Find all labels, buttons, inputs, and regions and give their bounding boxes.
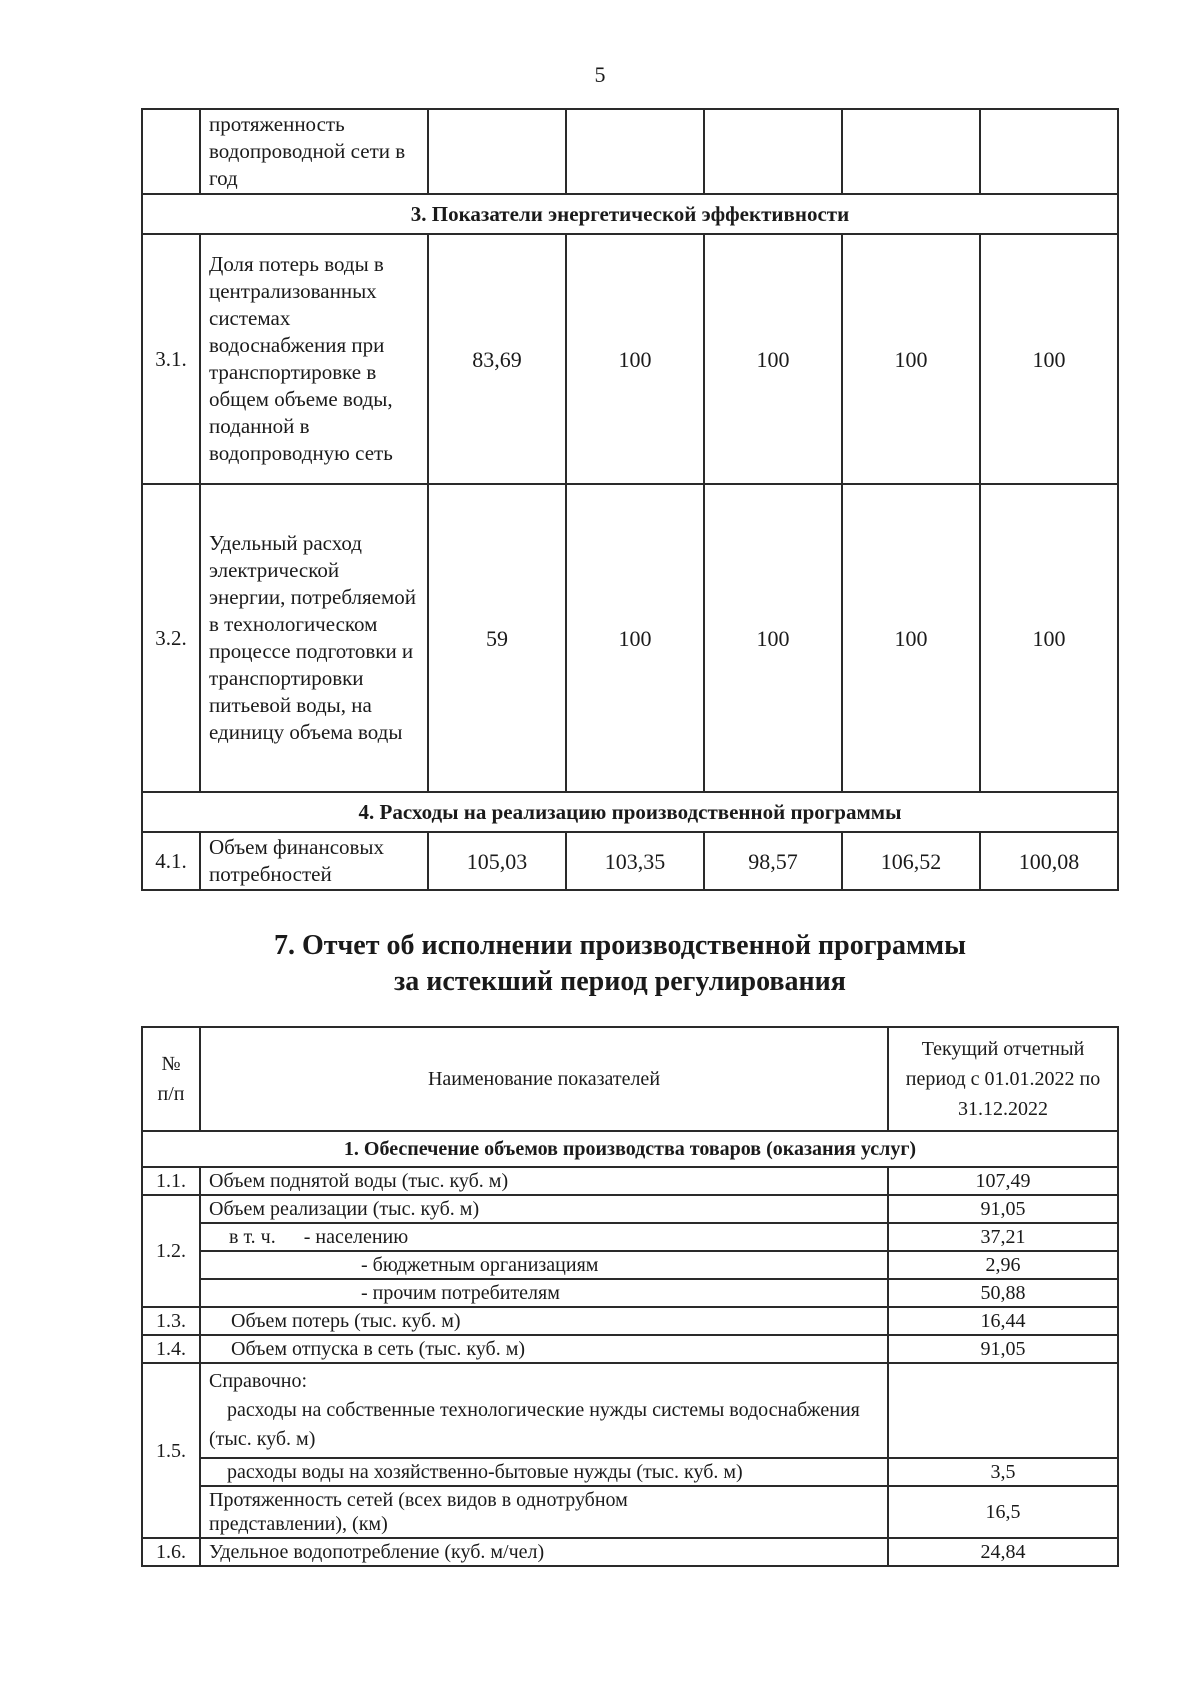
section-title: 4. Расходы на реализацию производственной программы <box>142 792 1118 832</box>
heading-line-2: за истекший период регулирования <box>394 966 846 997</box>
value-cell: 98,57 <box>704 832 842 890</box>
row-number: 1.4. <box>142 1335 200 1363</box>
indicator-name: Объем потерь (тыс. куб. м) <box>200 1307 888 1335</box>
indicator-name: протяженность водопроводной сети в год <box>200 109 428 194</box>
value-cell: 100 <box>842 234 980 484</box>
table-row <box>142 1167 1118 1195</box>
indicator-name: Объем поднятой воды (тыс. куб. м) <box>200 1167 888 1195</box>
sub-name: - населению <box>303 1226 409 1248</box>
value-cell: 50,88 <box>888 1279 1118 1307</box>
indicator-name: Объем реализации (тыс. куб. м) <box>200 1195 888 1223</box>
value-cell: 100 <box>980 234 1118 484</box>
value-cell: 100 <box>566 484 704 792</box>
row-number <box>142 109 200 194</box>
table-row <box>142 832 1118 890</box>
value-cell: 59 <box>428 484 566 792</box>
table-row <box>142 1363 1118 1458</box>
row-number: 1.1. <box>142 1167 200 1195</box>
section-row <box>142 194 1118 234</box>
indicator-name: расходы воды на хозяйственно-бытовые нужды (тыс. куб. м) <box>200 1458 888 1486</box>
page-number: 5 <box>594 62 606 87</box>
table-row <box>142 1335 1118 1363</box>
row-number: 3.2. <box>142 484 200 792</box>
indicator-name <box>200 1363 888 1458</box>
indicator-name: - прочим потребителям <box>200 1279 888 1307</box>
header-period: Текущий отчетный период с 01.01.2022 по 31.12.2022 <box>888 1027 1118 1131</box>
section-row <box>142 1131 1118 1167</box>
value-cell: 107,49 <box>888 1167 1118 1195</box>
section-row <box>142 792 1118 832</box>
value-cell <box>842 109 980 194</box>
value-cell: 100 <box>704 234 842 484</box>
value-cell: 37,21 <box>888 1223 1118 1251</box>
row-number: 1.2. <box>142 1195 200 1307</box>
value-cell: 16,44 <box>888 1307 1118 1335</box>
value-cell: 24,84 <box>888 1538 1118 1566</box>
value-cell: 103,35 <box>566 832 704 890</box>
report-table <box>141 1026 1119 1567</box>
header-row <box>142 1027 1118 1131</box>
value-cell: 100,08 <box>980 832 1118 890</box>
value-cell: 16,5 <box>888 1486 1118 1538</box>
value-cell: 100 <box>980 484 1118 792</box>
row-number: 3.1. <box>142 234 200 484</box>
value-cell <box>980 109 1118 194</box>
value-cell: 83,69 <box>428 234 566 484</box>
value-cell: 91,05 <box>888 1335 1118 1363</box>
table-row <box>142 1486 1118 1538</box>
indicator-name: - бюджетным организациям <box>200 1251 888 1279</box>
heading-line-1: 7. Отчет об исполнении производственной программы <box>273 930 966 961</box>
indicator-name: Удельное водопотребление (куб. м/чел) <box>200 1538 888 1566</box>
table-row <box>142 1307 1118 1335</box>
header-name: Наименование показателей <box>200 1027 888 1131</box>
value-cell <box>566 109 704 194</box>
value-cell <box>704 109 842 194</box>
header-num: № п/п <box>142 1027 200 1131</box>
table-row <box>142 234 1118 484</box>
value-cell: 2,96 <box>888 1251 1118 1279</box>
value-cell: 91,05 <box>888 1195 1118 1223</box>
section-heading <box>0 928 1200 1000</box>
table-row <box>142 1195 1118 1223</box>
prefix-label: в т. ч. <box>229 1226 276 1248</box>
value-cell: 100 <box>566 234 704 484</box>
reference-label: Справочно: <box>209 1370 308 1392</box>
table-row <box>142 1251 1118 1279</box>
indicator-name <box>200 1223 888 1251</box>
row-number: 4.1. <box>142 832 200 890</box>
reference-text: расходы на собственные технологические нужды системы водоснабжения (тыс. куб. м) <box>209 1399 860 1450</box>
value-cell: 3,5 <box>888 1458 1118 1486</box>
table-row <box>142 1538 1118 1566</box>
section-title: 3. Показатели энергетической эффективности <box>142 194 1118 234</box>
indicator-name: Доля потерь воды в централизованных системах водоснабжения при транспортировке в общем объеме воды, поданной в водопроводную сеть <box>200 234 428 484</box>
indicator-name: Протяженность сетей (всех видов в однотрубном представлении), (км) <box>200 1486 888 1538</box>
value-cell <box>888 1363 1118 1458</box>
indicator-name: Объем финансовых потребностей <box>200 832 428 890</box>
table-row <box>142 1223 1118 1251</box>
value-cell: 100 <box>842 484 980 792</box>
value-cell: 105,03 <box>428 832 566 890</box>
indicator-name: Объем отпуска в сеть (тыс. куб. м) <box>200 1335 888 1363</box>
row-number: 1.3. <box>142 1307 200 1335</box>
section-title: 1. Обеспечение объемов производства товаров (оказания услуг) <box>142 1131 1118 1167</box>
indicators-table <box>141 108 1119 891</box>
row-number: 1.5. <box>142 1363 200 1538</box>
table-row <box>142 1279 1118 1307</box>
table-row <box>142 109 1118 194</box>
value-cell: 100 <box>704 484 842 792</box>
value-cell <box>428 109 566 194</box>
table-row <box>142 1458 1118 1486</box>
row-number: 1.6. <box>142 1538 200 1566</box>
indicator-name: Удельный расход электрической энергии, потребляемой в технологическом процессе подготовки и транспортировки питьевой воды, на единицу объема воды <box>200 484 428 792</box>
value-cell: 106,52 <box>842 832 980 890</box>
table-row <box>142 484 1118 792</box>
